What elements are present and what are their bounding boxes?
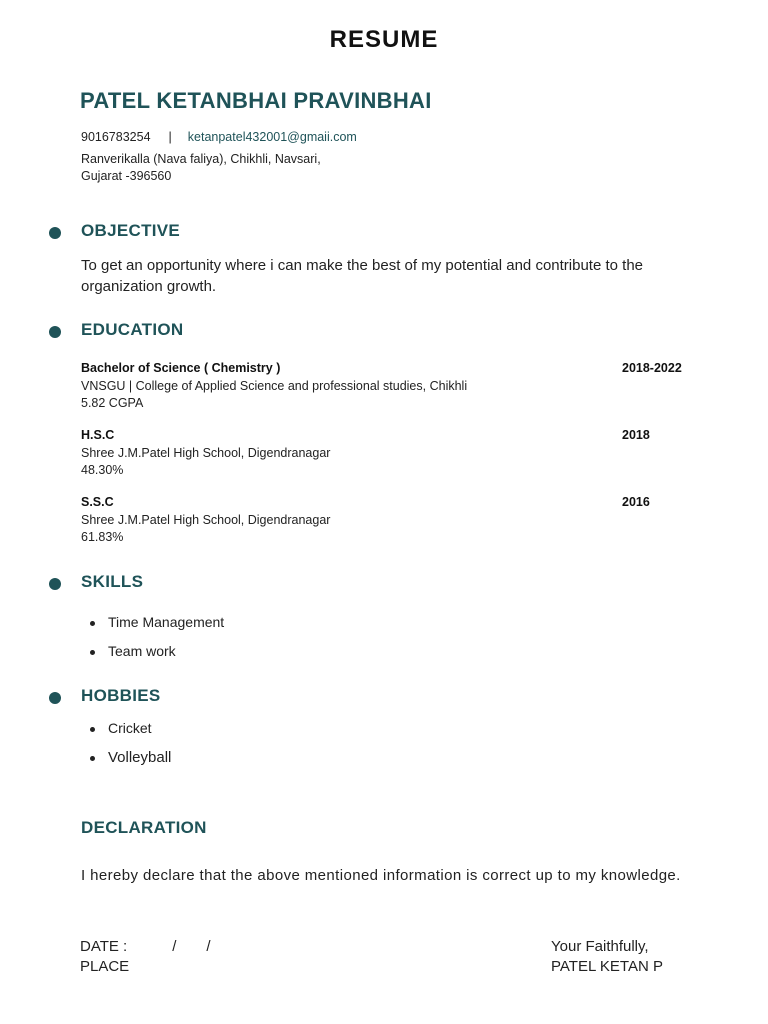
skills-list (88, 614, 224, 672)
education-heading: EDUCATION (81, 320, 184, 339)
skills-bullet-icon (49, 578, 61, 590)
education-institution: Shree J.M.Patel High School, Digendranagar (81, 445, 331, 460)
hobbies-heading: HOBBIES (81, 686, 161, 705)
address-line-1: Ranverikalla (Nava faliya), Chikhli, Navsari, (81, 152, 321, 166)
date-label: DATE : (80, 938, 128, 955)
document-title: RESUME (329, 26, 439, 53)
declaration-text: I hereby declare that the above mentioned information is correct up to my knowledge. (81, 867, 681, 884)
date-row (80, 937, 211, 957)
contact-line (81, 130, 357, 144)
phone-number: 9016783254 (81, 130, 151, 144)
candidate-name: PATEL KETANBHAI PRAVINBHAI (80, 88, 432, 113)
place-label: PLACE (80, 958, 130, 975)
education-score: 61.83% (81, 530, 124, 544)
date-slash: / (206, 938, 211, 955)
skill-label: Time Management (108, 614, 225, 630)
education-institution: VNSGU | College of Applied Science and professional studies, Chikhli (81, 378, 468, 393)
bullet-dot-icon (90, 650, 95, 655)
hobbies-list (88, 720, 171, 778)
hobby-item (88, 749, 171, 778)
bullet-dot-icon (90, 727, 95, 732)
hobby-label: Volleyball (108, 749, 172, 766)
date-slash: / (172, 938, 177, 955)
bullet-dot-icon (90, 621, 95, 626)
education-year: 2018 (622, 428, 650, 442)
objective-bullet-icon (49, 227, 61, 239)
education-bullet-icon (49, 326, 61, 338)
education-degree: Bachelor of Science ( Chemistry ) (81, 361, 281, 375)
address-line-2: Gujarat -396560 (81, 169, 172, 183)
hobby-label: Cricket (108, 720, 152, 736)
address (81, 151, 481, 185)
date-place-block (80, 937, 211, 977)
hobbies-bullet-icon (49, 692, 61, 704)
email-address: ketanpatel432001@gmaii.com (187, 130, 357, 144)
education-entry (81, 360, 696, 413)
skill-item (88, 614, 224, 643)
skills-heading: SKILLS (81, 572, 144, 591)
declaration-heading: DECLARATION (81, 818, 207, 837)
education-entry (81, 494, 696, 547)
skill-item (88, 643, 224, 672)
education-year: 2018-2022 (622, 361, 682, 375)
objective-heading: OBJECTIVE (81, 221, 181, 240)
contact-separator: | (168, 130, 172, 144)
education-degree: H.S.C (81, 428, 115, 442)
education-degree: S.S.C (81, 495, 114, 509)
hobby-item (88, 720, 171, 749)
skill-label: Team work (108, 643, 176, 659)
signature-block (551, 937, 663, 977)
education-score: 5.82 CGPA (81, 396, 144, 410)
education-institution: Shree J.M.Patel High School, Digendranagar (81, 512, 331, 527)
bullet-dot-icon (90, 756, 95, 761)
signature-name: PATEL KETAN P (551, 958, 663, 975)
education-score: 48.30% (81, 463, 124, 477)
education-entry (81, 427, 696, 480)
education-year: 2016 (622, 495, 650, 509)
closing-text: Your Faithfully, (551, 938, 649, 955)
objective-text: To get an opportunity where i can make the best of my potential and contribute to the organization growth. (81, 257, 644, 295)
